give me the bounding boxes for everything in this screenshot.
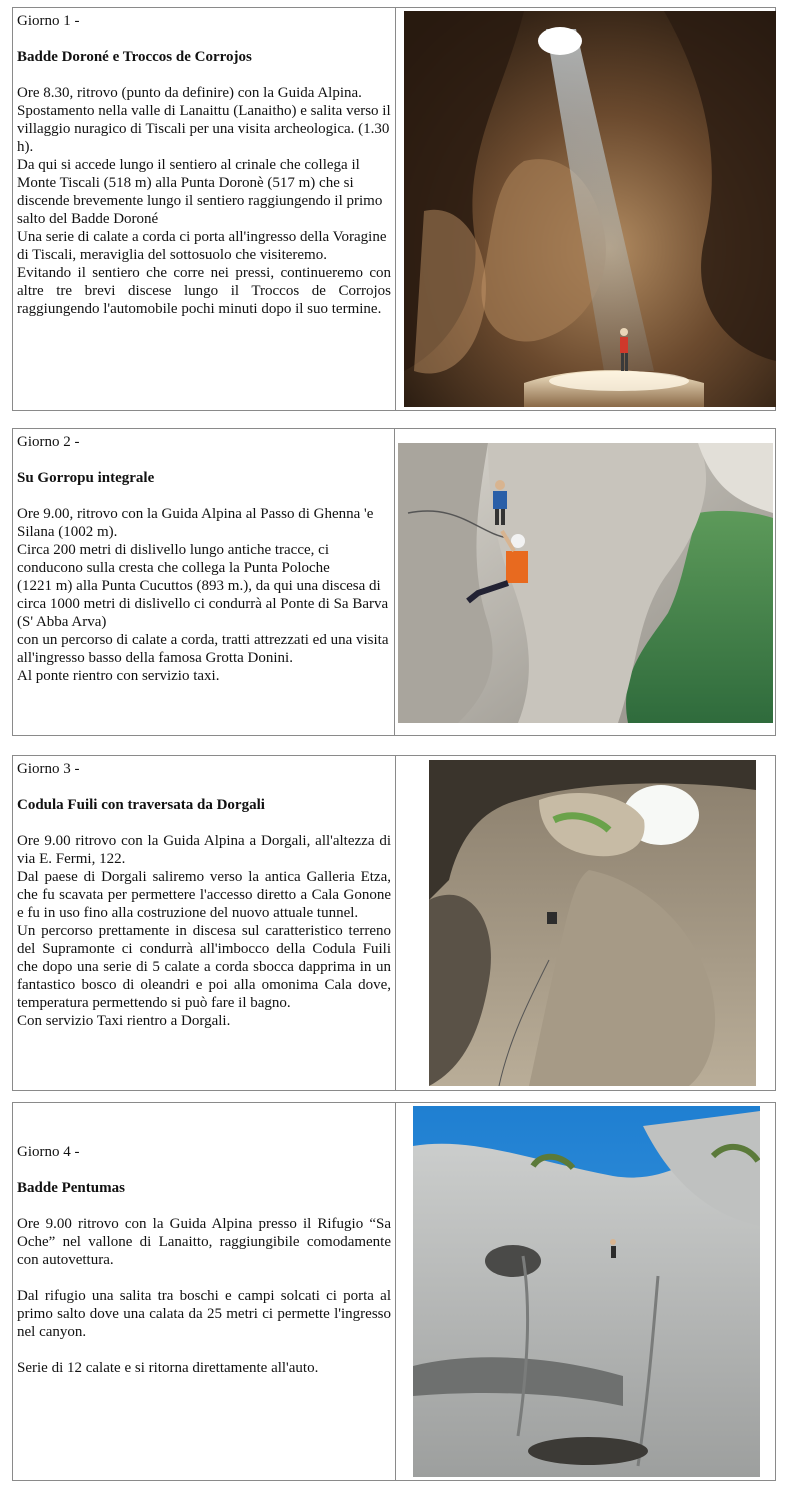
day-1-box: [12, 7, 776, 411]
day-4-paragraph: Ore 9.00 ritrovo con la Guida Alpina presso il Rifugio “Sa Oche” nel vallone di Lanaitto, raggiungibile comodamente con autovettura.: [17, 1216, 391, 1268]
cave-photo-illustration: [404, 11, 776, 407]
day-2-paragraph: con un percorso di calate a corda, tratti attrezzati ed una visita all'ingresso basso della famosa Grotta Donini.: [17, 632, 389, 666]
day-4-photo-limestone-canyon: [396, 1103, 775, 1480]
day-3-photo-gorge-rappel: [396, 756, 775, 1090]
day-4-box: [12, 1102, 776, 1481]
day-1-paragraph: Una serie di calate a corda ci porta all'ingresso della Voragine di Tiscali, meraviglia del sottosuolo che visiteremo.: [17, 229, 387, 263]
day-1-paragraph: Da qui si accede lungo il sentiero al crinale che collega il Monte Tiscali (518 m) alla Punta Doronè (517 m) che si discende brevemente lungo il sentiero raggiungendo il primo salto del Badde Doroné: [17, 157, 383, 227]
day-4-text: [13, 1103, 396, 1480]
day-1-paragraph: Spostamento nella valle di Lanaittu (Lanaitho) e salita verso il villaggio nuragico di Tiscali per una visita archeologica. (1.30 h).: [17, 103, 391, 155]
day-4-paragraph: Serie di 12 calate e si ritorna direttamente all'auto.: [17, 1360, 319, 1376]
day-4-paragraph: Dal rifugio una salita tra boschi e campi solcati ci porta al primo salto dove una calata da 25 metri ci permette l'ingresso nel canyon.: [17, 1288, 391, 1340]
day-2-text: [13, 429, 395, 735]
day-1-paragraph: Ore 8.30, ritrovo (punto da definire) con la Guida Alpina.: [17, 85, 362, 101]
day-2-title: Su Gorropu integrale: [17, 470, 155, 486]
day-4-title: Badde Pentumas: [17, 1180, 125, 1196]
day-2-paragraph: (1221 m) alla Punta Cucuttos (893 m.), da qui una discesa di circa 1000 metri di dislivello ci condurrà al Ponte di Sa Barva (S' Abba Arva): [17, 578, 389, 630]
day-1-paragraph: Evitando il sentiero che corre nei pressi, continueremo con altre tre brevi discese lungo il Troccos de Corrojos raggiungendo l'automobile pochi minuti dopo il suo termine.: [17, 265, 391, 317]
day-3-label: Giorno 3 -: [17, 761, 80, 777]
limestone-canyon-photo-illustration: [413, 1106, 760, 1477]
day-2-paragraph: Circa 200 metri di dislivello lungo antiche tracce, ci conducono sulla cresta che collega la Punta Poloche: [17, 542, 330, 576]
day-2-paragraph: Al ponte rientro con servizio taxi.: [17, 668, 220, 684]
day-1-title: Badde Doroné e Troccos de Corrojos: [17, 49, 252, 65]
day-2-paragraph: Ore 9.00, ritrovo con la Guida Alpina al Passo di Ghenna 'e Silana (1002 m).: [17, 506, 374, 540]
day-2-box: [12, 428, 776, 736]
day-3-paragraph: Ore 9.00 ritrovo con la Guida Alpina a Dorgali, all'altezza di via E. Fermi, 122.: [17, 833, 391, 867]
day-3-box: [12, 755, 776, 1091]
day-3-paragraph: Un percorso prettamente in discesa sul caratteristico terreno del Supramonte ci condurrà all'imbocco della Codula Fuili che dopo una serie di 5 calate a corda sbocca dapprima in un fantastico bosco di oleandri e poi alla omonima Cala dove, temperatura permettendo si può fare il bagno.: [17, 923, 391, 1011]
day-2-label: Giorno 2 -: [17, 434, 80, 450]
day-3-paragraph: Con servizio Taxi rientro a Dorgali.: [17, 1013, 231, 1029]
day-2-photo-canyon-climbers: [395, 429, 775, 735]
day-4-label: Giorno 4 -: [17, 1144, 80, 1160]
gorge-photo-illustration: [429, 760, 756, 1086]
day-1-label: Giorno 1 -: [17, 13, 80, 29]
canyon-photo-illustration: [398, 443, 773, 723]
day-3-title: Codula Fuili con traversata da Dorgali: [17, 797, 265, 813]
day-3-paragraph: Dal paese di Dorgali saliremo verso la antica Galleria Etza, che fu scavata per permettere l'accesso diretto a Cala Gonone e fu in uso fino alla costruzione del nuovo attuale tunnel.: [17, 869, 391, 921]
day-1-photo-cave-light-beam: [401, 8, 775, 410]
day-3-text: [13, 756, 396, 1090]
day-1-text: [13, 8, 396, 410]
